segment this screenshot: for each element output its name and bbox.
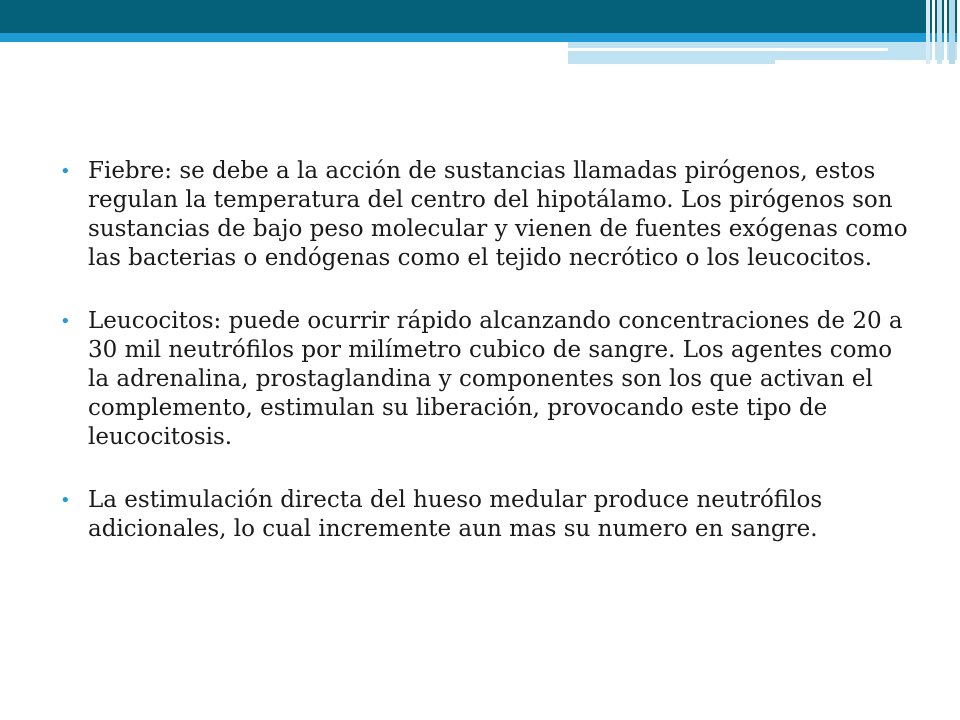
header-stripe — [932, 0, 935, 64]
bullet-icon: • — [60, 161, 71, 182]
bullet-text: Fiebre: se debe a la acción de sustancias llamadas pirógenos, estos regulan la temperatura del centro del hipotálamo. Los pirógenos son sustancias de bajo peso molecular y vienen de fuentes exógenas como las bacterias o endógenas como el tejido necrótico o los leucocitos. — [88, 158, 908, 271]
bullet-item-estimulacion — [60, 486, 910, 544]
bullet-item-fiebre — [60, 157, 910, 273]
header-divider-line — [568, 48, 888, 51]
bullet-item-leucocitos — [60, 307, 910, 452]
header-stripe — [949, 0, 955, 64]
header-stripe — [937, 0, 942, 64]
header-stripe — [944, 0, 947, 64]
bullet-icon: • — [60, 311, 71, 332]
header-stripe — [926, 0, 930, 64]
header-band-teal — [0, 0, 960, 33]
bullet-text: La estimulación directa del hueso medular produce neutrófilos adicionales, lo cual incremente aun mas su numero en sangre. — [88, 487, 823, 542]
bullet-list — [60, 157, 910, 578]
bullet-icon: • — [60, 490, 71, 511]
header-band-blue — [0, 33, 960, 42]
bullet-text: Leucocitos: puede ocurrir rápido alcanzando concentraciones de 20 a 30 mil neutrófilos por milímetro cubico de sangre. Los agentes como la adrenalina, prostaglandina y componentes son los que activan el complemento, estimulan su liberación, provocando este tipo de leucocitosis. — [88, 308, 903, 450]
